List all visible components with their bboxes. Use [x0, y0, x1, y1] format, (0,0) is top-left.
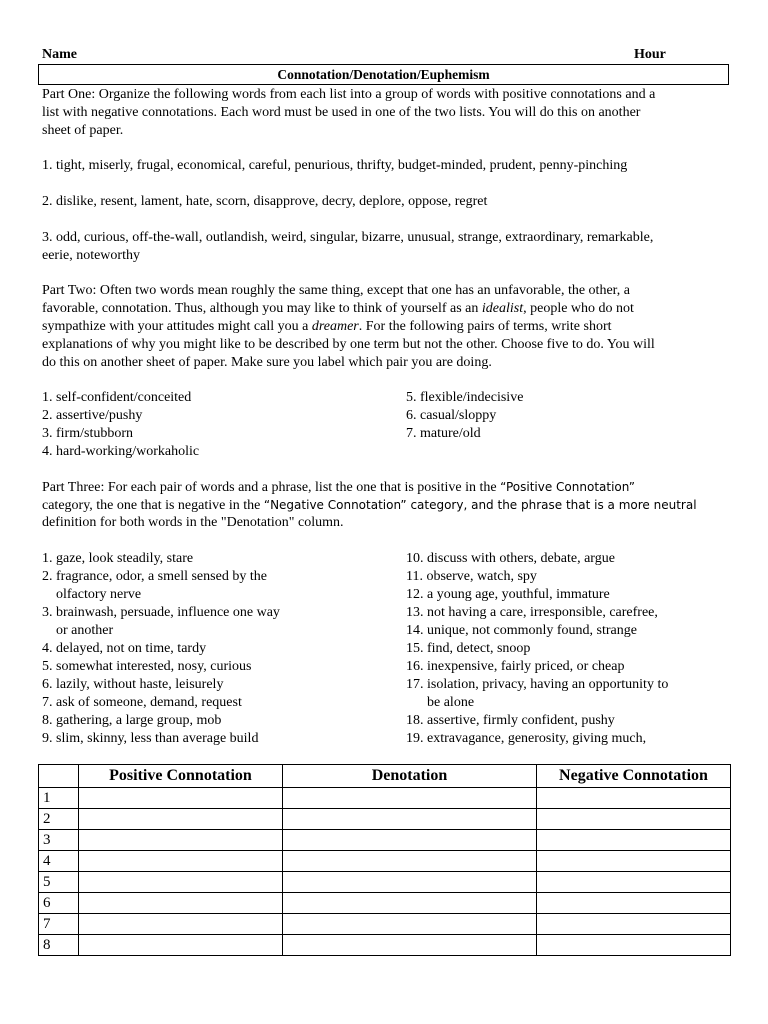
positive-cell[interactable]: [79, 893, 283, 914]
table-row: [39, 935, 731, 956]
list-item: 8. gathering, a large group, mob: [42, 713, 222, 728]
list-item: 19. extravagance, generosity, giving much,: [406, 731, 647, 746]
pair-item: 1. self-confident/conceited: [42, 390, 192, 405]
part-two-line-5: do this on another sheet of paper. Make sure you label which pair you are doing.: [42, 355, 492, 370]
negative-cell[interactable]: [537, 788, 731, 809]
list-item: 18. assertive, firmly confident, pushy: [406, 713, 615, 728]
table-row: [39, 893, 731, 914]
row-number: 3: [39, 830, 79, 851]
positive-cell[interactable]: [79, 935, 283, 956]
part-three-line-3: definition for both words in the "Denotation" column.: [42, 515, 344, 530]
denotation-cell[interactable]: [283, 935, 537, 956]
row-number: 6: [39, 893, 79, 914]
positive-cell[interactable]: [79, 830, 283, 851]
negative-cell[interactable]: [537, 914, 731, 935]
list-item: 2. fragrance, odor, a smell sensed by the: [42, 569, 267, 584]
row-number: 4: [39, 851, 79, 872]
word-list-3-cont: eerie, noteworthy: [42, 248, 140, 263]
part-two-line-3: sympathize with your attitudes might call you a dreamer. For the following pairs of terms, write short: [42, 319, 612, 334]
table-row: [39, 809, 731, 830]
row-number: 1: [39, 788, 79, 809]
part-one-intro-2: list with negative connotations. Each word must be used in one of the two lists. You will do this on another: [42, 105, 641, 120]
hour-label: Hour: [634, 47, 666, 62]
list-item: or another: [42, 623, 114, 638]
denotation-cell[interactable]: [283, 914, 537, 935]
part-two-line-4: explanations of why you might like to be described by one term but not the other. Choose five to do. You will: [42, 337, 655, 352]
idealist-term: idealist: [481, 301, 524, 316]
dreamer-term: dreamer: [311, 319, 359, 334]
list-item: 17. isolation, privacy, having an opportunity to: [406, 677, 669, 692]
denotation-header: Denotation: [283, 765, 537, 788]
pair-item: 4. hard-working/workaholic: [42, 444, 200, 459]
row-number: 5: [39, 872, 79, 893]
list-item: 6. lazily, without haste, leisurely: [42, 677, 224, 692]
denotation-cell[interactable]: [283, 872, 537, 893]
list-item: 3. brainwash, persuade, influence one way: [42, 605, 280, 620]
list-item: 10. discuss with others, debate, argue: [406, 551, 615, 566]
denotation-cell[interactable]: [283, 893, 537, 914]
negative-cell[interactable]: [537, 935, 731, 956]
negative-cell[interactable]: [537, 893, 731, 914]
row-number: 7: [39, 914, 79, 935]
table-row: [39, 830, 731, 851]
pair-item: 3. firm/stubborn: [42, 426, 133, 441]
part-two-line-2: favorable, connotation. Thus, although you may like to think of yourself as an idealist, people who do not: [42, 301, 634, 316]
list-item: 11. observe, watch, spy: [406, 569, 537, 584]
pair-item: 5. flexible/indecisive: [406, 390, 524, 405]
table-row: [39, 851, 731, 872]
list-item: 13. not having a care, irresponsible, carefree,: [406, 605, 658, 620]
positive-cell[interactable]: [79, 788, 283, 809]
negative-cell[interactable]: [537, 809, 731, 830]
table-row: [39, 872, 731, 893]
pair-item: 6. casual/sloppy: [406, 408, 497, 423]
part-one-intro-3: sheet of paper.: [42, 123, 124, 138]
list-item: 7. ask of someone, demand, request: [42, 695, 242, 710]
list-item: 16. inexpensive, fairly priced, or cheap: [406, 659, 625, 674]
positive-connotation-header: Positive Connotation: [79, 765, 283, 788]
positive-cell[interactable]: [79, 809, 283, 830]
list-item: 12. a young age, youthful, immature: [406, 587, 610, 602]
positive-cell[interactable]: [79, 914, 283, 935]
table-header-row: [39, 765, 731, 788]
list-item: be alone: [406, 695, 475, 710]
negative-connotation-header: Negative Connotation: [537, 765, 731, 788]
negative-cell[interactable]: [537, 872, 731, 893]
part-two-line-1: Part Two: Often two words mean roughly the same thing, except that one has an unfavorable, the other, a: [42, 283, 630, 298]
list-item: 4. delayed, not on time, tardy: [42, 641, 207, 656]
pair-item: 7. mature/old: [406, 426, 481, 441]
word-list-3: 3. odd, curious, off-the-wall, outlandish, weird, singular, bizarre, unusual, strange, extraordinary, remarkable,: [42, 230, 654, 245]
page-title: Connotation/Denotation/Euphemism: [38, 64, 729, 85]
denotation-cell[interactable]: [283, 830, 537, 851]
part-three-left-list: [42, 550, 280, 748]
part-three-right-list: [406, 550, 668, 748]
part-three-line-2: category, the one that is negative in the “Negative Connotation” category, and the phrase that is a more neutral: [42, 498, 697, 513]
denotation-cell[interactable]: [283, 851, 537, 872]
row-number: 2: [39, 809, 79, 830]
positive-cell[interactable]: [79, 872, 283, 893]
word-list-1: 1. tight, miserly, frugal, economical, careful, penurious, thrifty, budget-minded, prudent, penny-pinching: [42, 158, 628, 173]
denotation-cell[interactable]: [283, 788, 537, 809]
word-list-2: 2. dislike, resent, lament, hate, scorn, disapprove, decry, deplore, oppose, regret: [42, 194, 488, 209]
negative-cell[interactable]: [537, 851, 731, 872]
table-row: [39, 788, 731, 809]
denotation-cell[interactable]: [283, 809, 537, 830]
list-item: 5. somewhat interested, nosy, curious: [42, 659, 252, 674]
list-item: 14. unique, not commonly found, strange: [406, 623, 637, 638]
row-number: 8: [39, 935, 79, 956]
positive-cell[interactable]: [79, 851, 283, 872]
table-corner-cell: [39, 765, 79, 788]
part-one-intro-1: Part One: Organize the following words from each list into a group of words with positive connotations and a: [42, 87, 656, 102]
answer-table: [38, 764, 731, 956]
pair-item: 2. assertive/pushy: [42, 408, 143, 423]
list-item: 15. find, detect, snoop: [406, 641, 531, 656]
list-item: 1. gaze, look steadily, stare: [42, 551, 194, 566]
list-item: 9. slim, skinny, less than average build: [42, 731, 259, 746]
table-row: [39, 914, 731, 935]
negative-cell[interactable]: [537, 830, 731, 851]
name-label: Name: [42, 47, 77, 62]
list-item: olfactory nerve: [42, 587, 142, 602]
part-three-line-1: Part Three: For each pair of words and a phrase, list the one that is positive in the “Positive Connotation”: [42, 480, 635, 495]
